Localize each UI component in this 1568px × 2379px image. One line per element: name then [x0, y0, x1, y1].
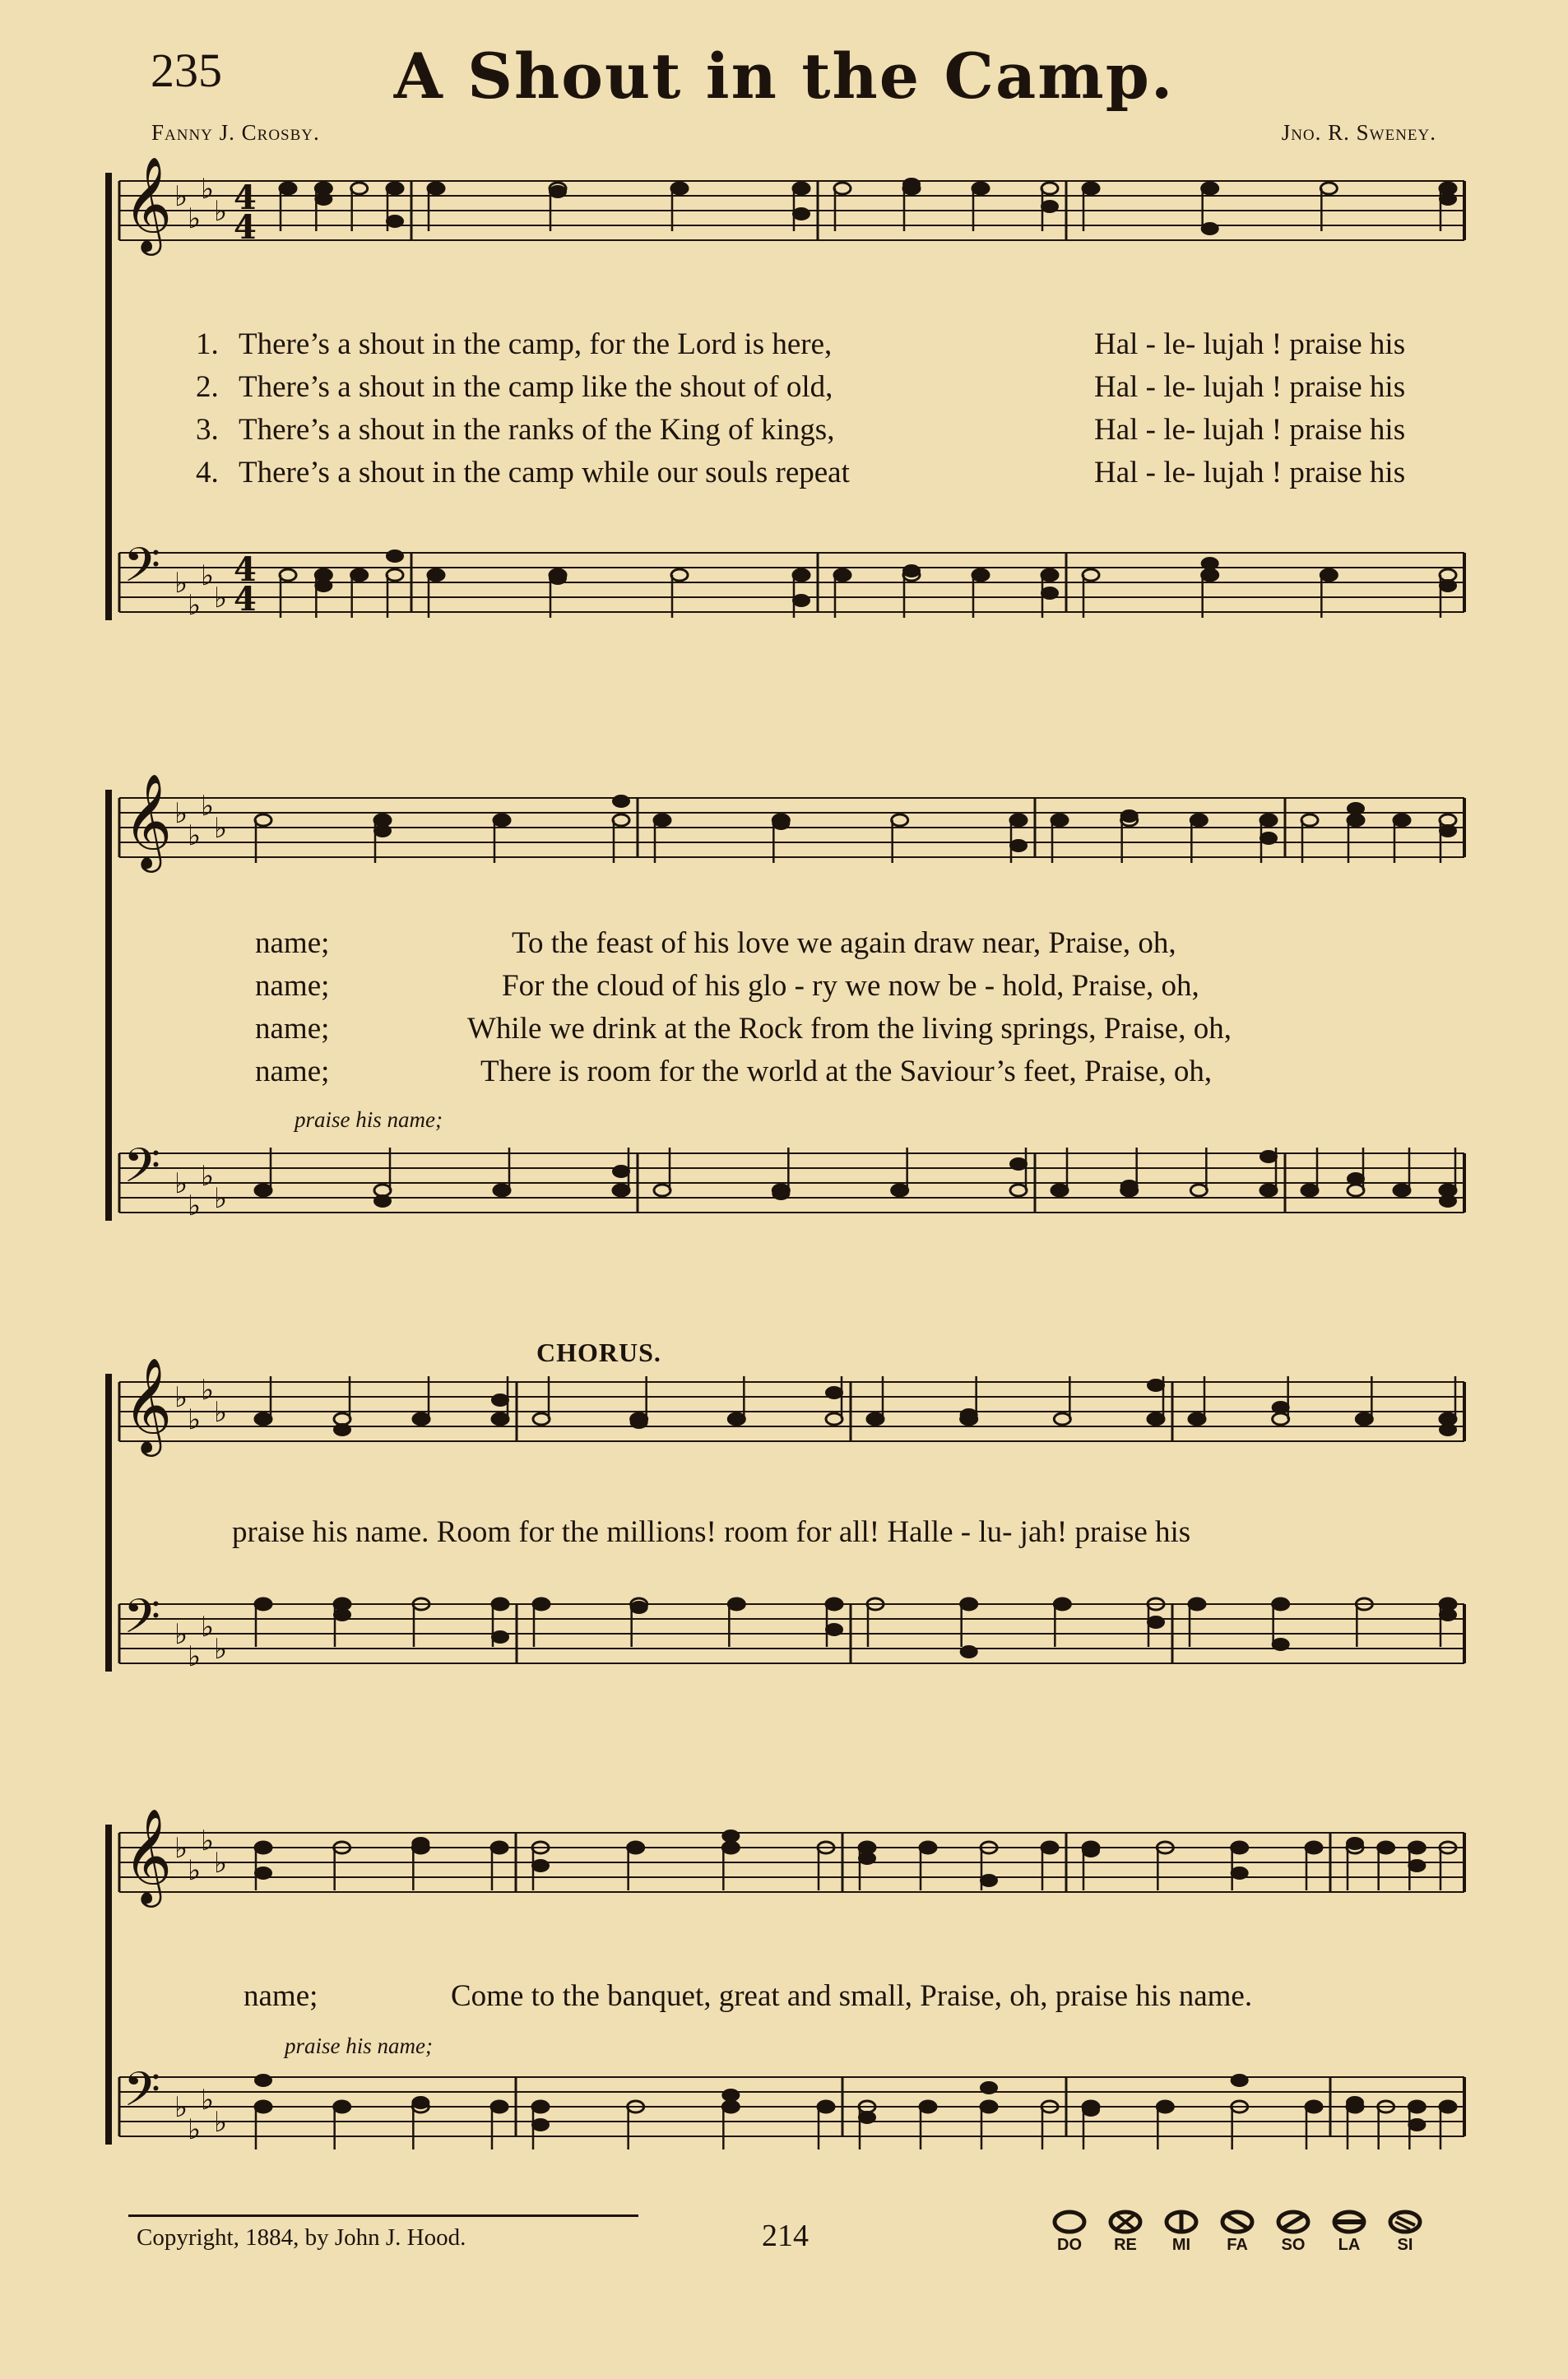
note-re-icon — [1107, 2208, 1144, 2236]
legend-item — [1102, 2208, 1148, 2255]
note-head — [1189, 1413, 1205, 1425]
flat-icon: ♭ — [188, 1640, 202, 1673]
note-head — [1232, 2075, 1248, 2086]
note-head — [255, 1413, 271, 1425]
treble-clef-icon: 𝄞 — [123, 155, 173, 252]
note-head — [1440, 580, 1456, 591]
note-head — [255, 814, 271, 826]
note-head — [1273, 1639, 1289, 1650]
note-head — [1202, 569, 1218, 581]
note-head — [533, 1598, 550, 1610]
verse-text: name; — [255, 1055, 330, 1088]
flat-icon: ♭ — [201, 790, 215, 823]
flat-icon: ♭ — [201, 1611, 215, 1644]
note-head — [334, 1609, 350, 1621]
verse-refrain-text: Hal - le- lujah ! praise his — [1094, 413, 1406, 447]
legend-item — [1158, 2208, 1204, 2255]
verse-refrain-text: Hal - le- lujah ! praise his — [1094, 327, 1406, 361]
note-head — [1041, 201, 1058, 212]
note-head — [1440, 1424, 1456, 1435]
flat-icon: ♭ — [214, 582, 228, 614]
note-head — [374, 1185, 391, 1196]
note-head — [1408, 2119, 1425, 2131]
note-head — [280, 183, 296, 194]
flat-icon: ♭ — [188, 202, 202, 235]
bass-clef-icon: 𝄢 — [123, 1588, 161, 1656]
legend-label: FA — [1227, 2236, 1248, 2254]
verse-number: 2. — [196, 370, 219, 404]
legend-item — [1326, 2208, 1372, 2255]
note-head — [981, 1875, 997, 1886]
treble-clef-icon: 𝄞 — [123, 772, 173, 869]
flat-icon: ♭ — [188, 1403, 202, 1436]
hymn-number: 235 — [151, 44, 222, 97]
bass-clef-icon: 𝄢 — [123, 2061, 161, 2129]
flat-icon: ♭ — [214, 812, 228, 845]
note-head — [1148, 1413, 1164, 1425]
note-head — [1041, 587, 1058, 599]
flat-icon: ♭ — [174, 1618, 188, 1651]
note-head — [1273, 1413, 1289, 1425]
note-head — [387, 569, 403, 581]
note-head — [671, 569, 688, 581]
time-signature: 4 — [234, 580, 257, 619]
hymn-title: A Shout in the Camp. — [393, 39, 1175, 113]
note-head — [374, 814, 391, 826]
verse-text: For the cloud of his glo - ry we now be - hold, Praise, oh, — [502, 969, 1199, 1003]
note-head — [412, 1838, 429, 1849]
note-head — [351, 569, 368, 581]
chorus-label: CHORUS. — [536, 1338, 661, 1367]
flat-icon: ♭ — [188, 819, 202, 852]
note-head — [1232, 1867, 1248, 1879]
note-head — [1273, 1402, 1289, 1413]
note-si-icon — [1387, 2208, 1423, 2236]
verse-text: To the feast of his love we again draw near, Praise, oh, — [512, 926, 1176, 960]
note-head — [1440, 1598, 1456, 1610]
note-head — [892, 814, 908, 826]
note-head — [533, 1413, 550, 1425]
bass-clef-icon: 𝄢 — [123, 1138, 161, 1205]
note-head — [920, 1842, 936, 1853]
note-head — [1083, 2104, 1099, 2116]
note-head — [1260, 1185, 1277, 1196]
legend-label: DO — [1057, 2236, 1082, 2254]
note-head — [1440, 569, 1456, 581]
note-head — [793, 595, 810, 606]
verse-text: There’s a shout in the camp while our souls repeat — [239, 456, 850, 489]
note-head — [1083, 1845, 1099, 1857]
note-head — [374, 825, 391, 837]
system-brace — [105, 790, 112, 1221]
legend-item — [1214, 2208, 1260, 2255]
note-head — [613, 1166, 629, 1177]
note-head — [1347, 1838, 1363, 1849]
note-la-icon — [1331, 2208, 1367, 2236]
verse-text: There is room for the world at the Saviour’s feet, Praise, oh, — [480, 1055, 1213, 1088]
note-head — [1348, 803, 1364, 814]
note-head — [428, 569, 444, 581]
note-head — [1190, 814, 1207, 826]
note-head — [1440, 183, 1456, 194]
note-head — [1010, 1158, 1027, 1170]
verse-text: name; — [255, 969, 330, 1003]
time-signature: 4 — [234, 208, 257, 247]
note-head — [834, 183, 851, 194]
note-head — [255, 2075, 271, 2086]
note-head — [1260, 1151, 1277, 1162]
note-head — [1394, 1185, 1410, 1196]
note-head — [793, 569, 810, 581]
note-so-icon — [1275, 2208, 1311, 2236]
note-head — [631, 1602, 647, 1613]
note-head — [1190, 1185, 1207, 1196]
note-head — [1041, 569, 1058, 581]
flat-icon: ♭ — [188, 1854, 202, 1887]
flat-icon: ♭ — [174, 180, 188, 213]
note-head — [671, 183, 688, 194]
note-head — [834, 569, 851, 581]
note-head — [920, 2101, 936, 2112]
note-head — [772, 818, 789, 829]
note-head — [413, 1413, 429, 1425]
note-head — [981, 2082, 997, 2094]
note-head — [387, 183, 403, 194]
note-head — [654, 1185, 670, 1196]
chorus-line-2-start: name; — [244, 1979, 318, 2013]
verse-line-1 — [196, 329, 1405, 359]
flat-icon: ♭ — [174, 797, 188, 830]
note-head — [613, 795, 629, 807]
bass-lyric-label: praise his name; — [295, 1107, 443, 1132]
note-head — [1083, 183, 1099, 194]
note-head — [374, 1195, 391, 1207]
note-head — [334, 1413, 350, 1425]
note-head — [255, 1598, 271, 1610]
note-head — [1157, 2101, 1173, 2112]
note-head — [981, 2101, 997, 2112]
note-head — [1408, 1842, 1425, 1853]
treble-clef-icon: 𝄞 — [123, 1356, 173, 1453]
verse-number: 3. — [196, 413, 219, 447]
note-head — [972, 569, 989, 581]
flat-icon: ♭ — [201, 559, 215, 592]
note-head — [494, 814, 510, 826]
note-head — [728, 1598, 745, 1610]
note-head — [491, 2101, 508, 2112]
note-head — [793, 183, 810, 194]
note-head — [722, 2101, 739, 2112]
flat-icon: ♭ — [201, 1825, 215, 1857]
note-head — [1202, 183, 1218, 194]
verse-line-4 — [196, 457, 1405, 488]
note-head — [859, 1853, 875, 1864]
note-head — [334, 1424, 350, 1435]
note-head — [532, 2119, 549, 2131]
note-head — [1378, 1842, 1394, 1853]
note-head — [255, 1867, 271, 1879]
legend-item — [1270, 2208, 1316, 2255]
note-head — [826, 1387, 842, 1398]
note-head — [961, 1598, 977, 1610]
flat-icon: ♭ — [214, 2106, 228, 2139]
note-head — [1440, 193, 1456, 205]
note-head — [961, 1646, 977, 1658]
note-head — [1260, 814, 1277, 826]
note-head — [1408, 2101, 1425, 2112]
flat-icon: ♭ — [201, 1374, 215, 1407]
system-brace — [105, 1374, 112, 1672]
note-head — [613, 814, 629, 826]
note-head — [492, 1598, 508, 1610]
note-head — [1440, 825, 1456, 837]
note-head — [1320, 569, 1337, 581]
page-number: 214 — [762, 2219, 809, 2253]
note-head — [1202, 558, 1218, 569]
note-head — [722, 1830, 739, 1842]
note-head — [315, 569, 332, 581]
note-head — [961, 1409, 977, 1421]
legend-item — [1046, 2208, 1092, 2255]
note-head — [793, 208, 810, 220]
note-head — [654, 814, 670, 826]
note-head — [1054, 1413, 1070, 1425]
treble-clef-icon: 𝄞 — [123, 1807, 173, 1904]
note-head — [280, 569, 296, 581]
note-head — [972, 183, 989, 194]
note-head — [492, 1394, 508, 1406]
note-head — [1010, 1185, 1027, 1196]
flat-icon: ♭ — [214, 1633, 228, 1666]
flat-icon: ♭ — [174, 2091, 188, 2124]
flat-icon: ♭ — [174, 1832, 188, 1865]
legend-item — [1382, 2208, 1428, 2255]
verse-text: While we drink at the Rock from the living springs, Praise, oh, — [467, 1012, 1232, 1046]
author-credit: Fanny J. Crosby. — [151, 120, 320, 145]
note-head — [491, 1842, 508, 1853]
note-head — [494, 1185, 510, 1196]
note-head — [772, 1188, 789, 1199]
note-head — [1408, 1860, 1425, 1871]
note-head — [1051, 814, 1068, 826]
note-head — [1041, 1842, 1058, 1853]
flat-icon: ♭ — [214, 1182, 228, 1215]
chorus-bass-lyric-label: praise his name; — [285, 2034, 433, 2058]
note-head — [631, 1417, 647, 1428]
note-head — [859, 1842, 875, 1853]
note-head — [1440, 1185, 1456, 1196]
bass-clef-icon: 𝄢 — [123, 537, 161, 605]
flat-icon: ♭ — [214, 1396, 228, 1429]
note-head — [412, 2097, 429, 2108]
copyright-notice: Copyright, 1884, by John J. Hood. — [137, 2224, 466, 2251]
note-head — [351, 183, 368, 194]
note-head — [1440, 814, 1456, 826]
note-head — [826, 1624, 842, 1635]
note-head — [613, 1185, 629, 1196]
note-head — [1260, 832, 1277, 844]
flat-icon: ♭ — [188, 2113, 202, 2146]
verse-text: There’s a shout in the ranks of the King of kings, — [239, 413, 835, 447]
note-head — [1010, 840, 1027, 851]
legend-label: LA — [1338, 2236, 1361, 2254]
note-head — [1148, 1616, 1164, 1628]
note-head — [1440, 2101, 1456, 2112]
note-fa-icon — [1219, 2208, 1255, 2236]
note-head — [492, 1413, 508, 1425]
note-head — [315, 193, 332, 205]
note-head — [1273, 1598, 1289, 1610]
note-head — [1010, 814, 1027, 826]
note-head — [826, 1598, 842, 1610]
note-head — [826, 1413, 842, 1425]
flat-icon: ♭ — [201, 1160, 215, 1193]
flat-icon: ♭ — [188, 1190, 202, 1222]
note-head — [1348, 1185, 1364, 1196]
note-head — [532, 1860, 549, 1871]
verse-number: 1. — [196, 327, 219, 361]
flat-icon: ♭ — [214, 195, 228, 228]
system-brace — [105, 1825, 112, 2145]
note-head — [1202, 223, 1218, 234]
system-brace — [105, 173, 112, 620]
note-head — [722, 1842, 739, 1853]
note-head — [428, 183, 444, 194]
note-head — [859, 2112, 875, 2123]
note-head — [334, 2101, 350, 2112]
verse-text: name; — [255, 926, 330, 960]
flat-icon: ♭ — [188, 589, 202, 622]
legend-label: RE — [1114, 2236, 1137, 2254]
note-head — [334, 1598, 350, 1610]
note-head — [818, 2101, 834, 2112]
note-head — [255, 1185, 271, 1196]
note-head — [722, 2089, 739, 2101]
note-head — [1348, 814, 1364, 826]
verse-number: 4. — [196, 456, 219, 489]
flat-icon: ♭ — [174, 1381, 188, 1414]
note-head — [1306, 1842, 1322, 1853]
legend-label: SO — [1281, 2236, 1306, 2254]
verse-line-3 — [196, 415, 1405, 445]
verse-line-2 — [196, 372, 1405, 402]
verse-text: name; — [255, 1012, 330, 1046]
time-signature: 4 — [234, 179, 257, 217]
note-head — [532, 2101, 549, 2112]
time-signature: 4 — [234, 550, 257, 589]
verse-refrain-text: Hal - le- lujah ! praise his — [1094, 370, 1406, 404]
verse-text: There’s a shout in the camp like the shout of old, — [239, 370, 833, 404]
flat-icon: ♭ — [214, 1847, 228, 1880]
note-head — [315, 183, 332, 194]
verse-text: There’s a shout in the camp, for the Lord is here, — [239, 327, 833, 361]
note-head — [628, 1842, 644, 1853]
note-head — [1054, 1598, 1070, 1610]
note-head — [1440, 1609, 1456, 1621]
flat-icon: ♭ — [174, 1167, 188, 1200]
note-head — [1051, 1185, 1068, 1196]
note-head — [550, 186, 566, 197]
flat-icon: ♭ — [201, 2084, 215, 2117]
note-head — [1320, 183, 1337, 194]
flat-icon: ♭ — [174, 567, 188, 600]
note-head — [1301, 1185, 1318, 1196]
note-head — [1348, 1173, 1364, 1185]
note-head — [1083, 569, 1099, 581]
verse-refrain-text: Hal - le- lujah ! praise his — [1094, 456, 1406, 489]
note-head — [892, 1185, 908, 1196]
note-head — [1394, 814, 1410, 826]
note-head — [728, 1413, 745, 1425]
note-head — [492, 1631, 508, 1643]
note-head — [1232, 1842, 1248, 1853]
note-head — [255, 2101, 271, 2112]
note-head — [1356, 1413, 1372, 1425]
note-head — [1121, 810, 1138, 822]
chorus-line-2-end: Come to the banquet, great and small, Praise, oh, praise his name. — [451, 1979, 1253, 2013]
note-head — [1301, 814, 1318, 826]
note-head — [903, 565, 920, 577]
note-mi-icon — [1163, 2208, 1199, 2236]
note-head — [1440, 1195, 1456, 1207]
note-head — [1306, 2101, 1322, 2112]
note-head — [1041, 183, 1058, 194]
note-head — [1121, 1180, 1138, 1192]
note-do-icon — [1051, 2208, 1088, 2236]
legend-label: MI — [1171, 2236, 1191, 2254]
note-head — [867, 1413, 884, 1425]
note-head — [1347, 2097, 1363, 2108]
note-head — [315, 580, 332, 591]
note-head — [1148, 1380, 1164, 1391]
note-head — [255, 1842, 271, 1853]
note-head — [1440, 1413, 1456, 1425]
note-head — [387, 216, 403, 227]
composer-credit: Jno. R. Sweney. — [1281, 120, 1436, 145]
note-head — [387, 550, 403, 562]
flat-icon: ♭ — [201, 173, 215, 206]
footer-rule — [128, 2214, 638, 2217]
legend-label: SI — [1397, 2236, 1413, 2254]
chorus-line-1: praise his name. Room for the millions! room for all! Halle - lu- jah! praise his — [232, 1515, 1191, 1549]
note-head — [903, 179, 920, 190]
note-head — [550, 573, 566, 584]
shape-note-legend — [1046, 2208, 1428, 2255]
note-head — [1189, 1598, 1205, 1610]
